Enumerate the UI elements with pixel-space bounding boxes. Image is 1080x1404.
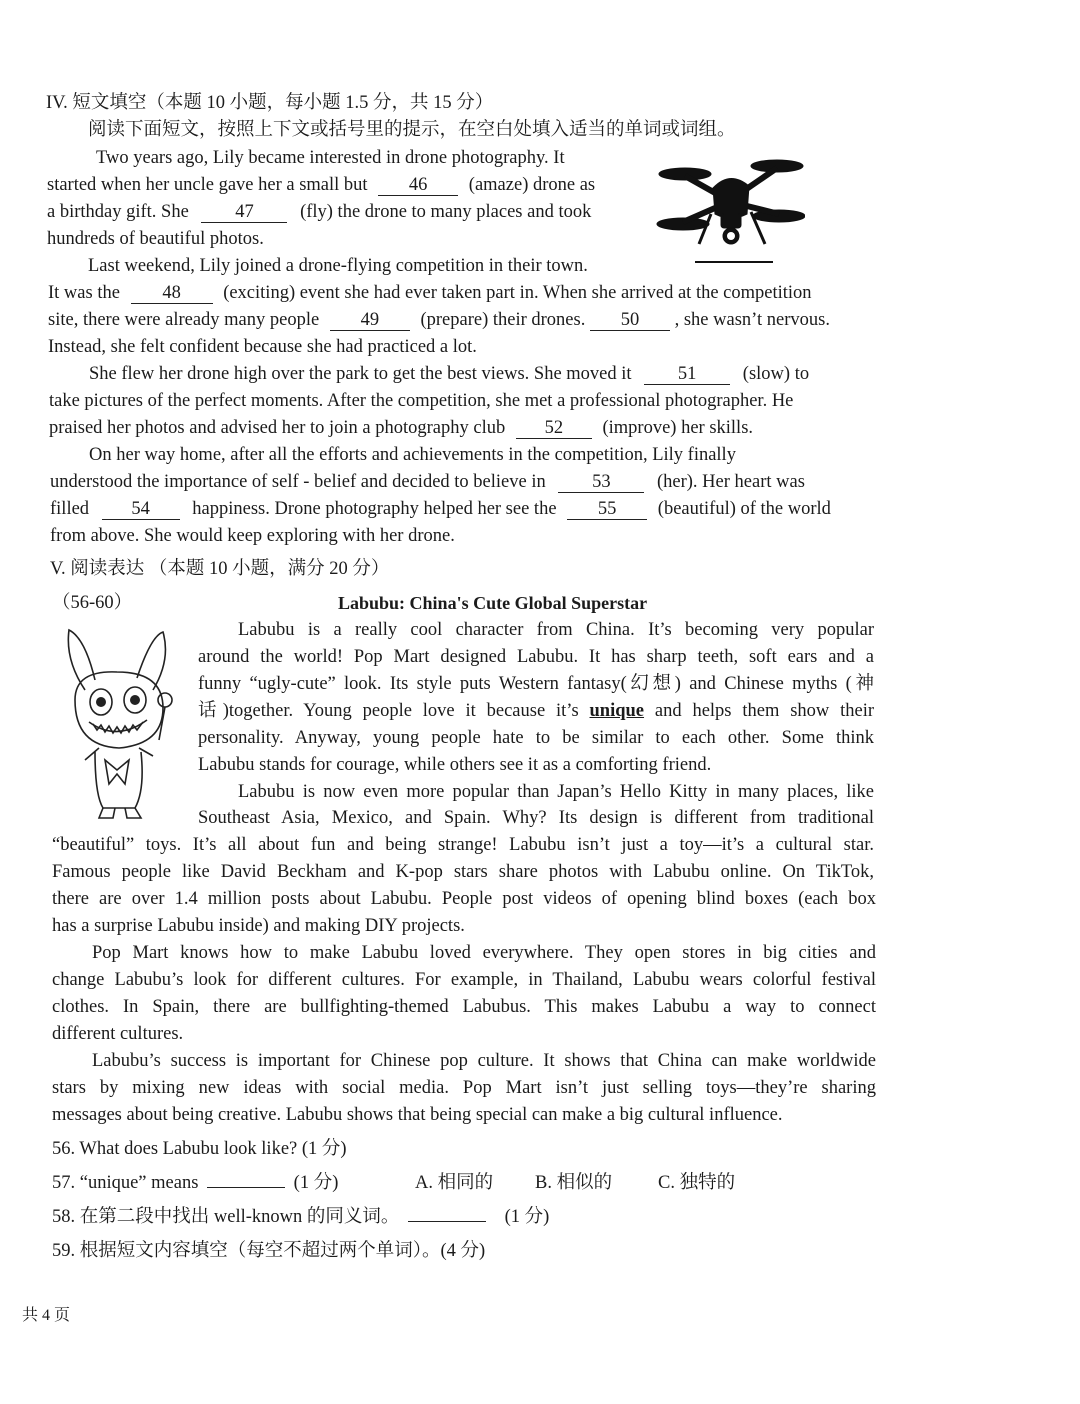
s4-p3-line3 bbox=[49, 415, 753, 442]
text: (prepare) their drones. bbox=[420, 310, 586, 330]
s5-p3-line3: clothes. In Spain, there are bullfighting-themed Labubus. This makes Labubu a way to connect bbox=[52, 997, 876, 1017]
blank-58[interactable] bbox=[408, 1221, 486, 1222]
text: happiness. Drone photography helped her see the bbox=[192, 499, 557, 519]
option-57-a[interactable]: A. 相同的 bbox=[415, 1173, 494, 1193]
text: and helps them show their bbox=[654, 701, 875, 721]
text: It was the bbox=[48, 283, 120, 303]
text: 57. “unique” means bbox=[52, 1173, 199, 1193]
blank-53[interactable]: 53 bbox=[558, 472, 644, 493]
text: 话)together. Young people love it because it’s bbox=[198, 701, 579, 721]
text: (fly) the drone to many places and took bbox=[300, 202, 592, 222]
text: site, there were already many people bbox=[48, 310, 320, 330]
text: She flew her drone high over the park to get the best views. She moved it bbox=[89, 364, 632, 384]
s5-p1-line5: personality. Anyway, young people hate to be similar to each other. Some think bbox=[198, 728, 874, 748]
text: filled bbox=[50, 499, 90, 519]
s5-p2-line4: Famous people like David Beckham and K-pop stars share photos with Labubu online. On TikTok, bbox=[52, 862, 874, 882]
blank-54[interactable]: 54 bbox=[102, 499, 180, 520]
s5-p1-line3: funny “ugly-cute” look. Its style puts Western fantasy(幻想) and Chinese myths (神 bbox=[198, 674, 874, 694]
s5-p3-line4: different cultures. bbox=[52, 1024, 184, 1044]
s5-p4-line1: Labubu’s success is important for Chinese pop culture. It shows that China can make worldwide bbox=[92, 1051, 876, 1071]
blank-47[interactable]: 47 bbox=[201, 202, 287, 223]
blank-52[interactable]: 52 bbox=[516, 418, 592, 439]
s4-p1-line3 bbox=[47, 199, 591, 226]
s4-p2-line2 bbox=[48, 280, 812, 307]
s4-p3-line1 bbox=[89, 361, 809, 388]
s5-p2-line6: has a surprise Labubu inside) and making DIY projects. bbox=[52, 916, 465, 936]
option-57-c[interactable]: C. 独特的 bbox=[658, 1173, 736, 1193]
text: (1 分) bbox=[293, 1173, 339, 1193]
blank-57[interactable] bbox=[207, 1187, 285, 1188]
s5-p2-line3: “beautiful” toys. It’s all about fun and being strange! Labubu isn’t just a toy—it’s a cultural star. bbox=[52, 835, 874, 855]
s5-p4-line3: messages about being creative. Labubu shows that being special can make a big cultural influence. bbox=[52, 1105, 783, 1125]
s5-p4-line2: stars by mixing new ideas with social media. Pop Mart isn’t just selling toys—they’re sharing bbox=[52, 1078, 876, 1098]
question-57 bbox=[52, 1170, 338, 1197]
s5-p1-line6: Labubu stands for courage, while others see it as a comforting friend. bbox=[198, 755, 712, 775]
text: praised her photos and advised her to join a photography club bbox=[49, 418, 506, 438]
s5-p3-line1: Pop Mart knows how to make Labubu loved everywhere. They open stores in big cities and bbox=[92, 943, 876, 963]
blank-51[interactable]: 51 bbox=[644, 364, 730, 385]
option-57-b[interactable]: B. 相似的 bbox=[535, 1173, 613, 1193]
text: , she wasn’t nervous. bbox=[674, 310, 830, 330]
text: (1 分) bbox=[504, 1207, 550, 1227]
question-56: 56. What does Labubu look like? (1 分) bbox=[52, 1139, 347, 1159]
s4-p4-line2 bbox=[50, 469, 805, 496]
s4-p3-line2: take pictures of the perfect moments. After the competition, she met a professional photographer. He bbox=[49, 391, 794, 411]
s4-p4-line1: On her way home, after all the efforts and achievements in the competition, Lily finally bbox=[89, 445, 736, 465]
question-58 bbox=[52, 1204, 549, 1231]
text: (slow) to bbox=[742, 364, 810, 384]
s5-p2-line5: there are over 1.4 million posts about Labubu. People post videos of opening blind boxes (each box bbox=[52, 889, 876, 909]
s5-p1-line4 bbox=[198, 698, 874, 725]
text: (exciting) event she had ever taken part in. When she arrived at the competition bbox=[223, 283, 812, 303]
blank-55[interactable]: 55 bbox=[567, 499, 647, 520]
s4-p4-line4: from above. She would keep exploring with her drone. bbox=[50, 526, 455, 546]
text: (amaze) drone as bbox=[468, 175, 596, 195]
text: (her). Her heart was bbox=[656, 472, 805, 492]
blank-49[interactable]: 49 bbox=[330, 310, 410, 331]
s4-p1-line1: Two years ago, Lily became interested in drone photography. It bbox=[96, 148, 565, 168]
s5-p1-line2: around the world! Pop Mart designed Labubu. It has sharp teeth, soft ears and a bbox=[198, 647, 874, 667]
s5-p3-line2: change Labubu’s look for different cultures. For example, in Thailand, Labubu wears colorful festival bbox=[52, 970, 876, 990]
text: (improve) her skills. bbox=[602, 418, 754, 438]
blank-46[interactable]: 46 bbox=[378, 175, 458, 196]
s4-p1-line2 bbox=[47, 172, 595, 199]
question-range: （56-60） bbox=[52, 593, 133, 613]
text: a birthday gift. She bbox=[47, 202, 189, 222]
s5-p1-line1: Labubu is a really cool character from China. It’s becoming very popular bbox=[238, 620, 874, 640]
section-4-instruction: 阅读下面短文，按照上下文或括号里的提示，在空白处填入适当的单词或词组。 bbox=[88, 120, 736, 140]
section-5-heading: V. 阅读表达 （本题 10 小题，满分 20 分） bbox=[50, 559, 390, 579]
blank-50[interactable]: 50 bbox=[590, 310, 670, 331]
text: started when her uncle gave her a small but bbox=[47, 175, 368, 195]
blank-48[interactable]: 48 bbox=[131, 283, 213, 304]
underlined-word: unique bbox=[589, 701, 645, 721]
question-59: 59. 根据短文内容填空（每空不超过两个单词）。(4 分) bbox=[52, 1241, 486, 1261]
s4-p1-line4: hundreds of beautiful photos. bbox=[47, 229, 264, 249]
s4-p2-line1: Last weekend, Lily joined a drone-flying competition in their town. bbox=[88, 256, 588, 276]
section-4-heading: IV. 短文填空（本题 10 小题，每小题 1.5 分，共 15 分） bbox=[46, 93, 494, 113]
text: (beautiful) of the world bbox=[657, 499, 831, 519]
page-count: 共 4 页 bbox=[22, 1307, 71, 1324]
passage-title: Labubu: China's Cute Global Superstar bbox=[338, 593, 648, 613]
s4-p2-line4: Instead, she felt confident because she had practiced a lot. bbox=[48, 337, 477, 357]
s4-p4-line3 bbox=[50, 496, 831, 523]
s4-p2-line3 bbox=[48, 307, 830, 334]
text: 58. 在第二段中找出 well-known 的同义词。 bbox=[52, 1207, 400, 1227]
s5-p2-line2: Southeast Asia, Mexico, and Spain. Why? Its design is different from traditional bbox=[198, 808, 874, 828]
s5-p2-line1: Labubu is now even more popular than Japan’s Hello Kitty in many places, like bbox=[238, 782, 874, 802]
drone-illustration bbox=[655, 152, 805, 272]
text: understood the importance of self - belief and decided to believe in bbox=[50, 472, 546, 492]
labubu-illustration bbox=[55, 620, 185, 820]
